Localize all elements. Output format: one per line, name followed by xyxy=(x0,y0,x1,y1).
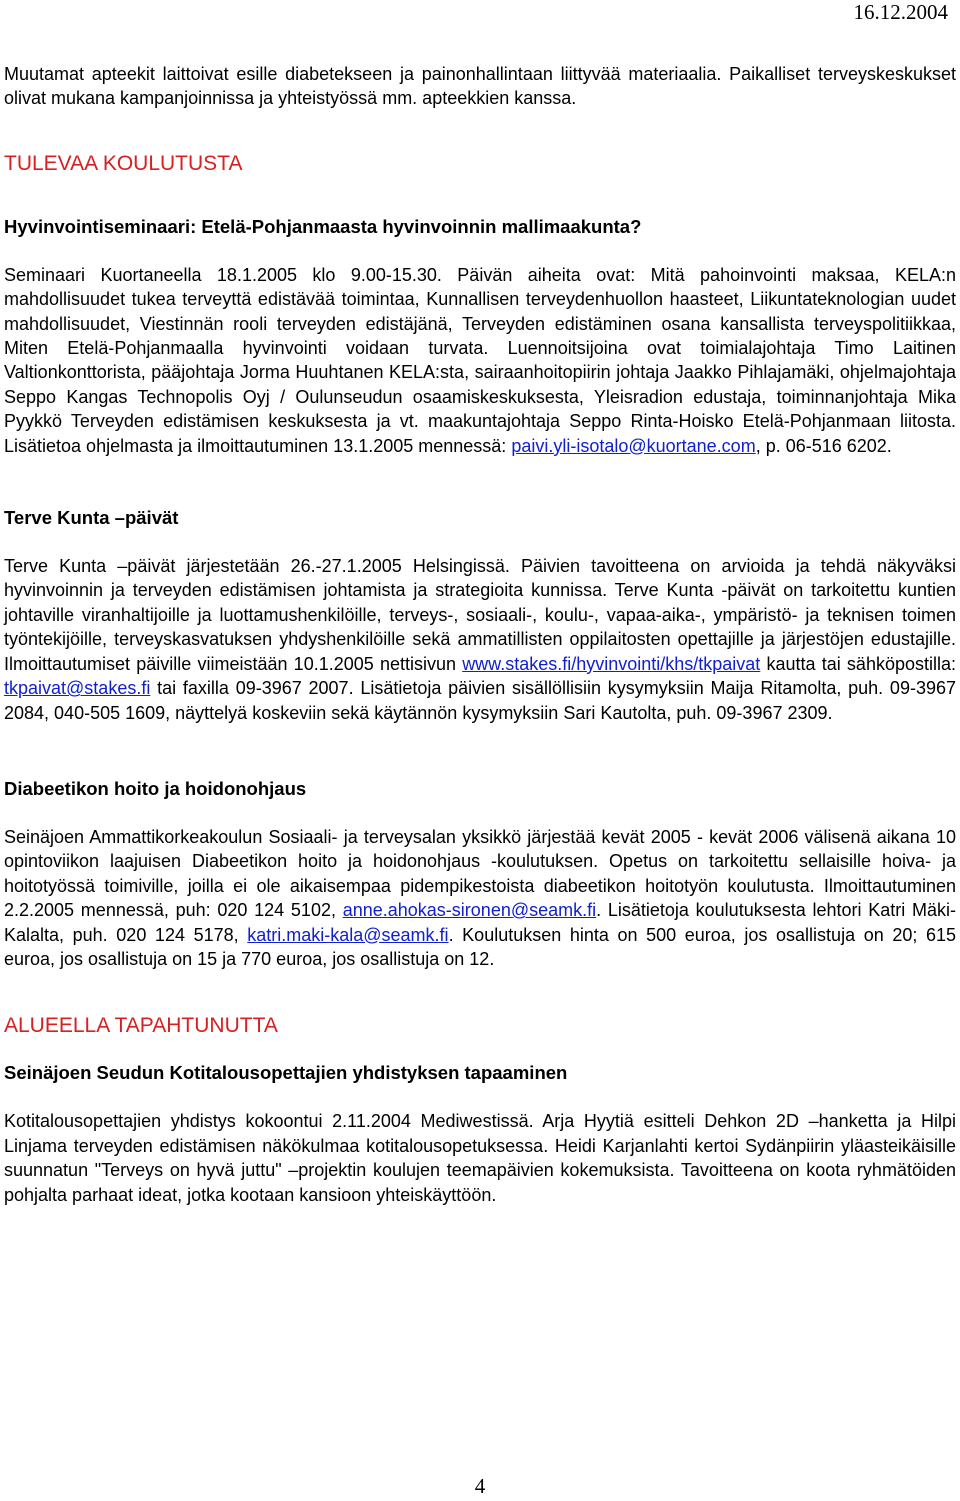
seminar-text: Seminaari Kuortaneella 18.1.2005 klo 9.00-15.30. Päivän aiheita ovat: Mitä pahoinvointi maksaa, KELA:n mahdollisuudet tukea terveyttä edistävää toimintaa, Kunnallisen terveydenhuollon haasteet, Liikuntateknologian uudet mahdollisuudet, Viestinnän rooli terveyden edistäjänä, Terveyden edistäminen osana kansallista terveyspolitiikkaa, Miten Etelä-Pohjanmaalla hyvinvointi voidaan turvata. Luennoitsijoina ovat toimialajohtaja Timo Laitinen Valtionkonttorista, pääjohtaja Jorma Huuhtanen KELA:sta, sairaanhoitopiirin johtaja Jaakko Pihlajamäki, ohjelmajohtaja Seppo Kangas Technopolis Oyj / Oulunseudun osaamiskeskuksesta, Yleisradion edustaja, toiminnanjohtaja Mika Pyykkö Terveyden edistämisen keskuksesta ja vt. maakuntajohtaja Seppo Rinta-Hoisko Etelä-Pohjanmaan liitosta. Lisätietoa ohjelmasta ja ilmoittautuminen 13.1.2005 mennessä: xyxy=(4,264,956,456)
seminar-paragraph xyxy=(4,263,956,458)
diabetes-text-c: . Koulutuksen hinta on 500 euroa, jos osallistuja on 20; 615 euroa, jos osallistuja on 15 ja 770 euroa, jos osallistuja on 12. xyxy=(4,924,956,969)
seminar-heading: Hyvinvointiseminaari: Etelä-Pohjanmaasta hyvinvoinnin mallimaakunta? xyxy=(4,215,642,237)
terve-kunta-heading: Terve Kunta –päivät xyxy=(4,507,179,529)
katri-email-link[interactable]: katri.maki-kala@seamk.fi xyxy=(247,924,449,945)
home-economics-paragraph: Kotitalousopettajien yhdistys kokoontui 2.11.2004 Mediwestissä. Arja Hyytiä esitteli Dehkon 2D –hanketta ja Hilpi Linjama terveyden edistämisen näkökulmaa kotitalousopetuksessa. Heidi Karjanlahti kertoi Sydänpiirin yläasteikäisille suunnatun "Terveys on hyvä juttu" –projektin koulujen teemapäivien kokemuksista. Tavoitteena on koota ryhmätöiden pohjalta parhaat ideat, jotka kootaan kansioon yhteiskäyttöön. xyxy=(4,1111,956,1205)
page-number: 4 xyxy=(474,1474,486,1498)
seminar-email-link[interactable]: paivi.yli-isotalo@kuortane.com xyxy=(511,435,756,456)
tkpaivat-email-link[interactable]: tkpaivat@stakes.fi xyxy=(4,678,151,699)
terve-kunta-text-c: tai faxilla 09-3967 2007. Lisätietoja päivien sisällöllisiin kysymyksiin Maija Ritamolta, puh. 09-3967 2084, 040-505 1609, näyttelyä koskeviin sekä käytännön kysymyksiin Sari Kautolta, puh. 09-3967 2309. xyxy=(4,678,956,723)
section-heading-regional-events: ALUEELLA TAPAHTUNUTTA xyxy=(4,1014,278,1038)
header-date: 16.12.2004 xyxy=(853,0,948,24)
anne-email-link[interactable]: anne.ahokas-sironen@seamk.fi xyxy=(342,900,597,921)
seminar-phone-text: , p. 06-516 6202. xyxy=(755,435,892,456)
terve-kunta-text-a: Terve Kunta –päivät järjestetään 26.-27.1.2005 Helsingissä. Päivien tavoitteena on arvioida ja tehdä näkyväksi hyvinvoinnin ja terveyden edistämisen johtamista ja strategioita kunnissa. Terve Kunta -päivät on tarkoitettu kuntien johtaville viranhaltijoille ja luottamushenkilöille, terveys-, sosiaali-, koulu-, vapaa-aika-, ympäristö- ja teknisen toimen työntekijöille, terveyskasvatuksen yhdyshenkilöille sekä ammatillisten oppilaitosten opettajille ja järjestöjen edustajille. Ilmoittautumiset päiville viimeistään 10.1.2005 nettisivun xyxy=(4,556,956,674)
section-heading-upcoming-training: TULEVAA KOULUTUSTA xyxy=(4,151,243,175)
document-body xyxy=(4,62,956,1207)
home-economics-heading: Seinäjoen Seudun Kotitalousopettajien yhdistyksen tapaaminen xyxy=(4,1062,568,1084)
diabetes-care-heading: Diabeetikon hoito ja hoidonohjaus xyxy=(4,777,307,799)
terve-kunta-text-b: kautta tai sähköpostilla: xyxy=(760,653,956,674)
intro-paragraph: Muutamat apteekit laittoivat esille diabetekseen ja painonhallintaan liittyvää materiaalia. Paikalliset terveyskeskukset olivat mukana kampanjoinnissa ja yhteistyössä mm. apteekkien kanssa. xyxy=(4,64,956,109)
diabetes-text-a: Seinäjoen Ammattikorkeakoulun Sosiaali- ja terveysalan yksikkö järjestää kevät 2005 - kevät 2006 välisenä aikana 10 opintoviikon laajuisen Diabeetikon hoito ja hoidonohjaus -koulutuksen. Opetus on tarkoitettu sellaisille hoiva- ja hoitotyössä toimiville, joilla ei ole aikaisempaa pidempikestoista diabeetikon hoitotyön koulutusta. Ilmoittautuminen 2.2.2005 mennessä, puh: 020 124 5102, xyxy=(4,826,956,921)
stakes-url-link[interactable]: www.stakes.fi/hyvinvointi/khs/tkpaivat xyxy=(462,653,761,674)
diabetes-text-b: . Lisätietoja koulutuksesta lehtori Katri Mäki-Kalalta, puh. 020 124 5178, xyxy=(4,900,956,945)
terve-kunta-paragraph xyxy=(4,554,956,725)
diabetes-care-paragraph xyxy=(4,825,956,971)
